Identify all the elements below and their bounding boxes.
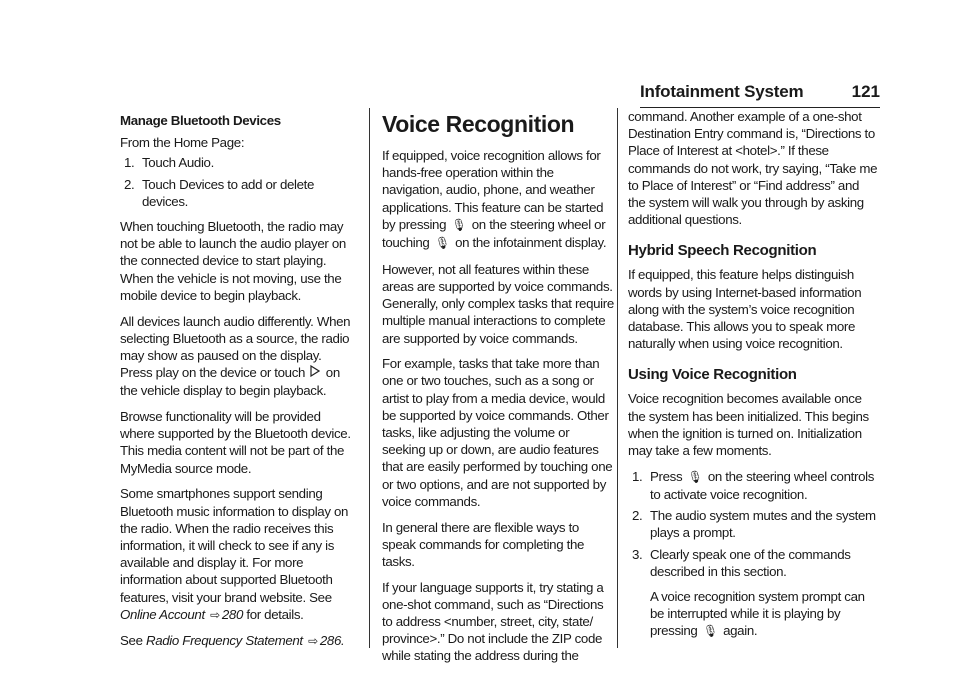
column-divider <box>369 108 370 648</box>
paragraph: Browse functionality will be provided where supported by the Bluetooth device. This media content will not be part of the MyMedia source mode. <box>120 409 351 476</box>
steps-list <box>120 154 352 210</box>
paragraph: A voice recognition system prompt can be interrupted while it is playing by pressing 🎙 again. <box>628 588 878 641</box>
paragraph: From the Home Page: <box>120 135 245 151</box>
play-icon <box>310 365 320 382</box>
column-divider <box>617 108 618 648</box>
list-item: 1. Touch Audio. <box>124 155 214 171</box>
voice-recognition-icon: 🎙 <box>702 624 718 639</box>
page-reference-arrow-icon: ⇨ <box>308 634 318 649</box>
page-number: 121 <box>851 82 880 101</box>
paragraph: If your language supports it, try stating a one-shot command, such as “Directions to address <number, street, city, state/ province>.” Do not include the ZIP code while stating the address during the <box>382 579 604 664</box>
cross-reference: Radio Frequency Statement <box>145 633 303 649</box>
paragraph: See Radio Frequency Statement ⇨ 286. <box>120 632 352 650</box>
list-item: 1. Press 🎙 on the steering wheel controls to activate voice recognition. <box>632 468 875 502</box>
voice-recognition-icon: 🎙 <box>687 469 703 484</box>
section-title: Infotainment System <box>640 82 804 101</box>
paragraph: If equipped, this feature helps distinguish words by using Internet-based information along with the system’s voice recognition database. This allows you to speak more naturally when using voice recognition. <box>628 267 862 352</box>
page-header <box>640 80 880 108</box>
page-reference: 286. <box>319 633 345 649</box>
page-reference-arrow-icon: ⇨ <box>210 607 220 622</box>
cross-reference: Online Account <box>120 606 205 622</box>
list-item: 2. Touch Devices to add or delete devices. <box>124 176 315 209</box>
paragraph: When touching Bluetooth, the radio may not be able to launch the audio player on the connected device to start playing. When the vehicle is not moving, use the mobile device to begin playback. <box>120 219 346 303</box>
steps-list <box>628 468 878 580</box>
column-right <box>628 108 878 649</box>
column-left <box>120 108 352 659</box>
subheading-manage-bluetooth: Manage Bluetooth Devices <box>120 113 281 128</box>
section-title-voice-recognition: Voice Recognition <box>382 111 575 137</box>
voice-recognition-icon: 🎙 <box>434 236 450 251</box>
paragraph: All devices launch audio differently. When selecting Bluetooth as a source, the radio may show as paused on the display. Press play on the device or touch on the vehicle display to begin playback. <box>120 313 351 399</box>
paragraph: For example, tasks that take more than one or two touches, such as a song or artist to play from a media device, would be supported by voice commands. Other tasks, like adjusting the volume or seeking up or down, are audio features that are easily performed by touching one or two options, and are not supported by voice commands. <box>382 356 613 509</box>
paragraph: If equipped, voice recognition allows for hands-free operation within the navigation, audio, phone, and weather applications. This feature can be started by pressing 🎙 on the steering wheel or touching 🎙 on the infotainment display. <box>382 147 616 252</box>
paragraph: However, not all features within these areas are supported by voice commands. Generally, only complex tasks that require multiple manual interactions to complete are supported by voice commands. <box>382 261 614 346</box>
paragraph: command. Another example of a one-shot Destination Entry command is, “Directions to Place of Interest at <hotel>.” If these commands do not work, try saying, “Take me to Place of Interest” or “Find address” and the system will walk you through by asking additional questions. <box>628 109 878 228</box>
paragraph: Voice recognition becomes available once the system has been initialized. This begins when the ignition is turned on. Initialization may take a few moments. <box>628 391 869 459</box>
paragraph: Some smartphones support sending Bluetooth music information to display on the radio. When the radio receives this information, it will check to see if any is available and display it. For more information about supported Bluetooth features, visit your brand website. See Online Account ⇨ 280 for details. <box>120 485 352 624</box>
subheading-hybrid-speech: Hybrid Speech Recognition <box>628 242 817 260</box>
subheading-using-voice: Using Voice Recognition <box>628 366 797 384</box>
voice-recognition-icon: 🎙 <box>451 217 467 232</box>
page-reference: 280 <box>221 606 244 622</box>
list-item: 3. Clearly speak one of the commands described in this section. <box>632 546 851 579</box>
paragraph: In general there are flexible ways to speak commands for completing the tasks. <box>382 519 585 569</box>
list-item: 2. The audio system mutes and the system plays a prompt. <box>632 508 876 541</box>
column-middle <box>382 108 616 673</box>
